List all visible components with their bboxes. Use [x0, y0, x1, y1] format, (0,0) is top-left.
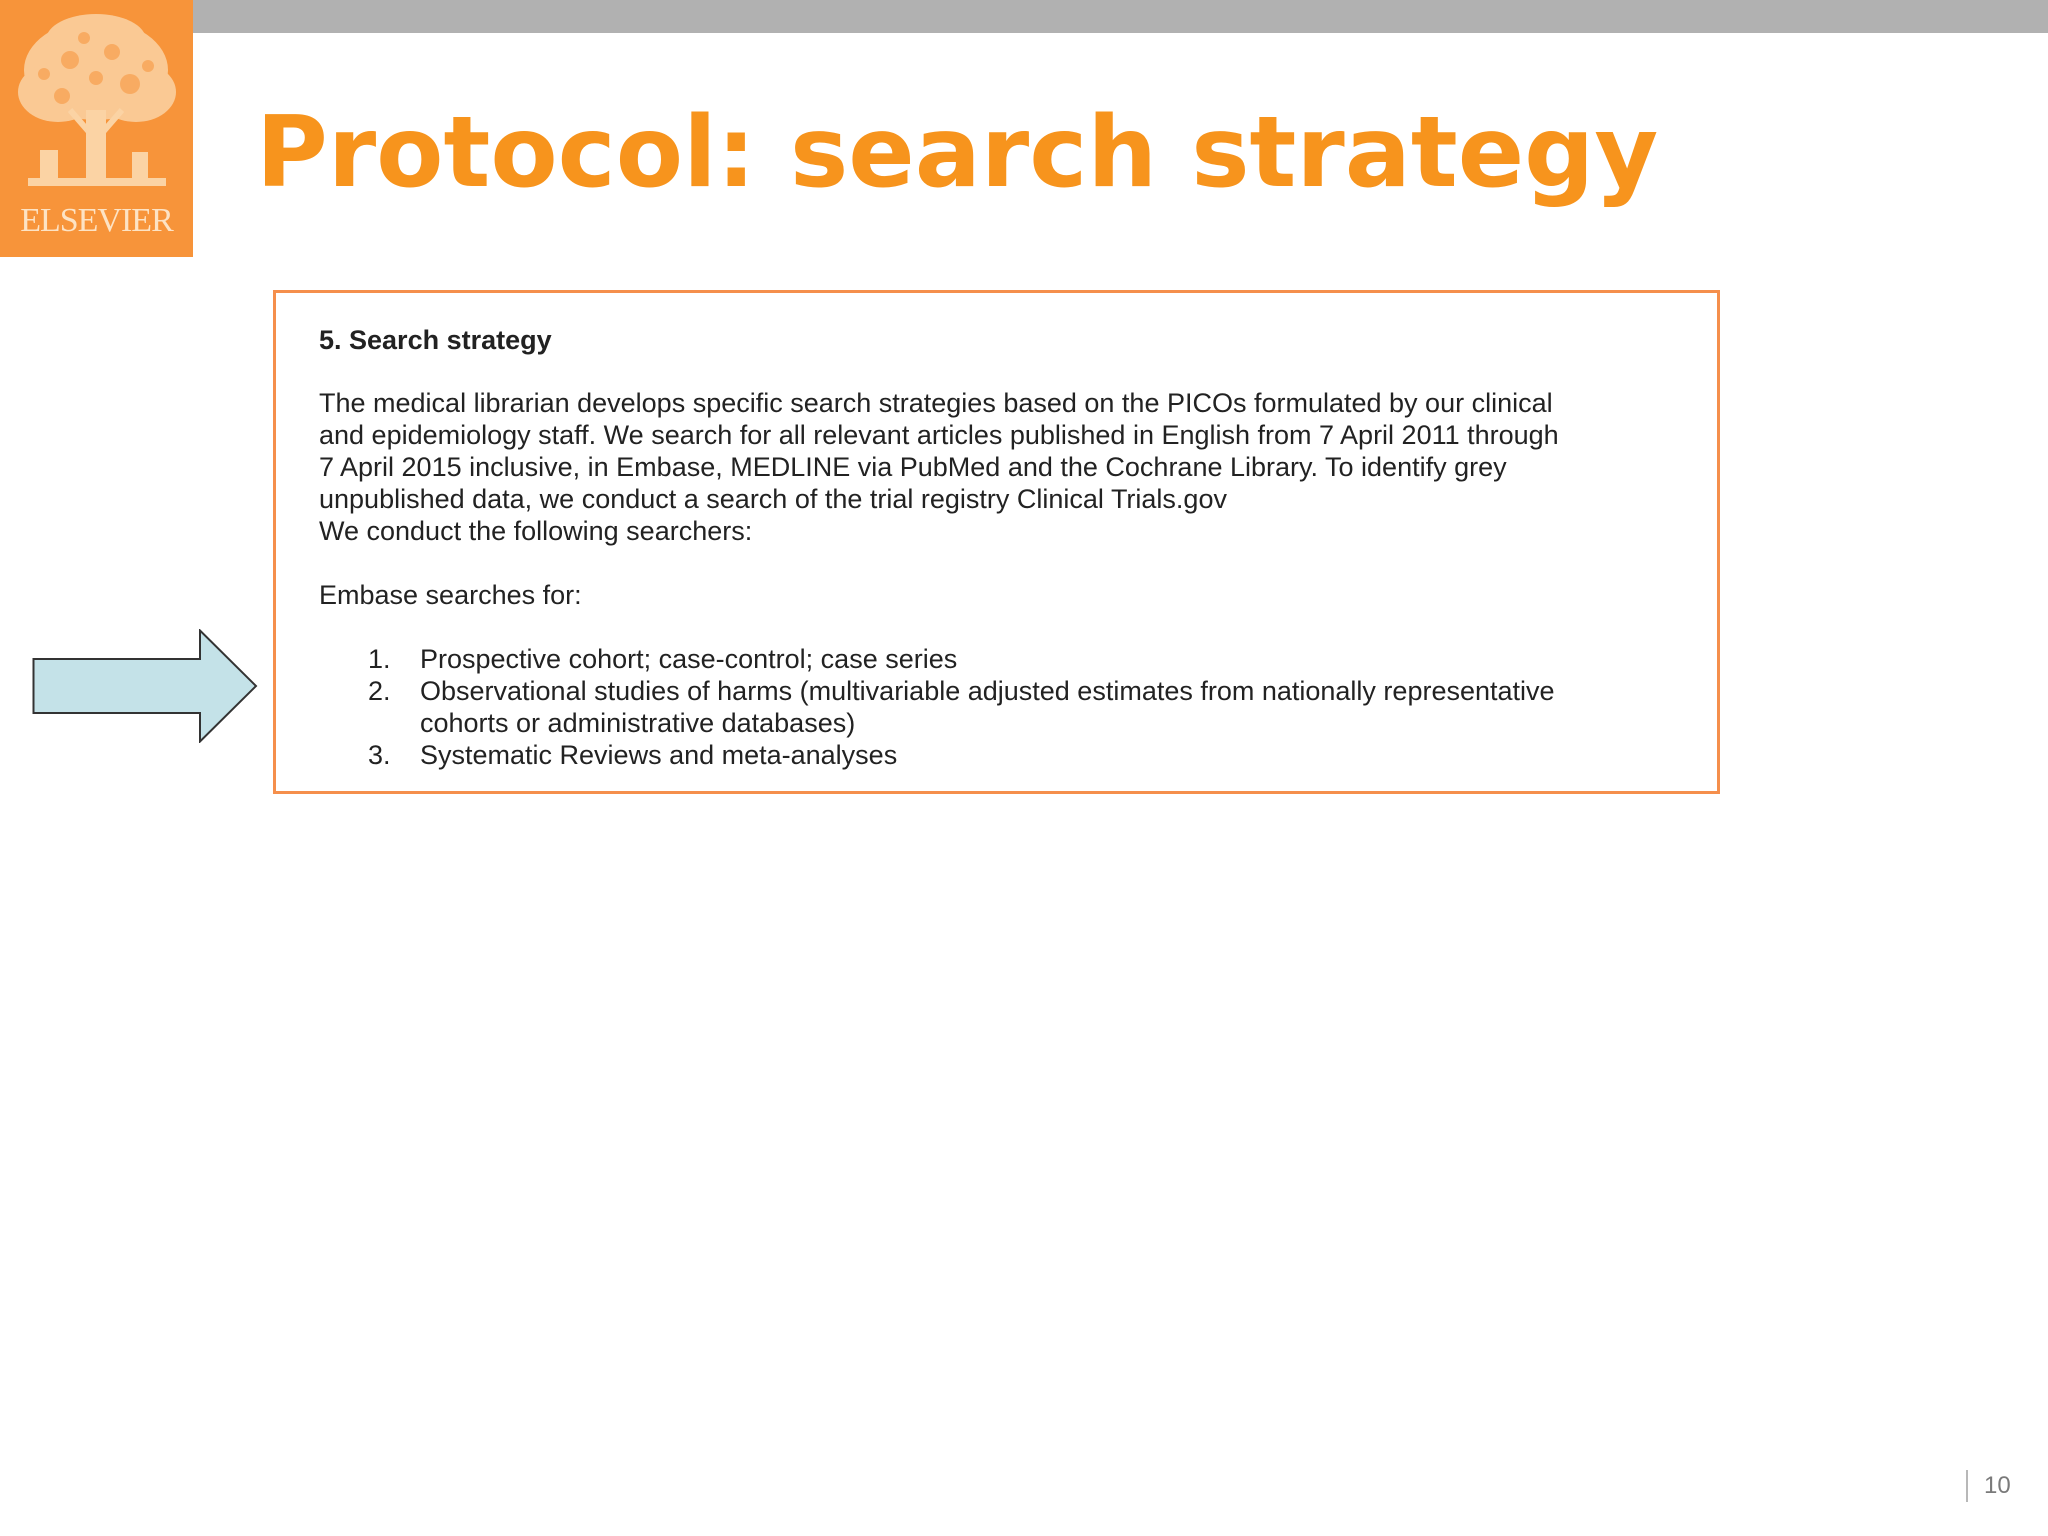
spacer	[319, 547, 1677, 579]
top-bar	[0, 0, 2048, 33]
search-type-list	[319, 643, 1677, 771]
list-item-text: Prospective cohort; case-control; case series	[420, 644, 958, 674]
section-heading: 5. Search strategy	[319, 325, 552, 355]
paragraph-line: We conduct the following searchers:	[319, 516, 753, 546]
arrow-shape	[34, 631, 257, 742]
page-number-divider	[1966, 1470, 1968, 1502]
list-item-text: Systematic Reviews and meta-analyses	[420, 740, 898, 770]
list-item-text: Observational studies of harms (multivariable adjusted estimates from nationally representative	[420, 676, 1555, 706]
elsevier-logo	[0, 0, 193, 257]
slide-title: Protocol: search strategy	[256, 96, 1659, 210]
tree-icon	[0, 0, 193, 200]
page-number: 10	[1984, 1472, 2011, 1499]
list-item-text: cohorts or administrative databases)	[420, 708, 856, 738]
paragraph-line: The medical librarian develops specific search strategies based on the PICOs formulated by our clinical	[319, 388, 1553, 418]
list-item-number: 3.	[368, 740, 391, 770]
search-strategy-paragraph	[319, 387, 1677, 547]
logo-wordmark: ELSEVIER	[20, 202, 173, 239]
list-item-number: 1.	[368, 644, 391, 674]
list-intro: Embase searches for:	[319, 580, 582, 610]
arrow-right-icon	[32, 629, 258, 743]
paragraph-line: unpublished data, we conduct a search of the trial registry Clinical Trials.gov	[319, 484, 1227, 514]
list-item	[319, 643, 1677, 675]
list-item	[319, 675, 1677, 739]
list-item-number: 2.	[368, 676, 391, 706]
list-item	[319, 739, 1677, 771]
paragraph-line: 7 April 2015 inclusive, in Embase, MEDLINE via PubMed and the Cochrane Library. To identify grey	[319, 452, 1507, 482]
paragraph-line: and epidemiology staff. We search for all relevant articles published in English from 7 April 2011 through	[319, 420, 1559, 450]
protocol-excerpt-box	[273, 290, 1720, 794]
